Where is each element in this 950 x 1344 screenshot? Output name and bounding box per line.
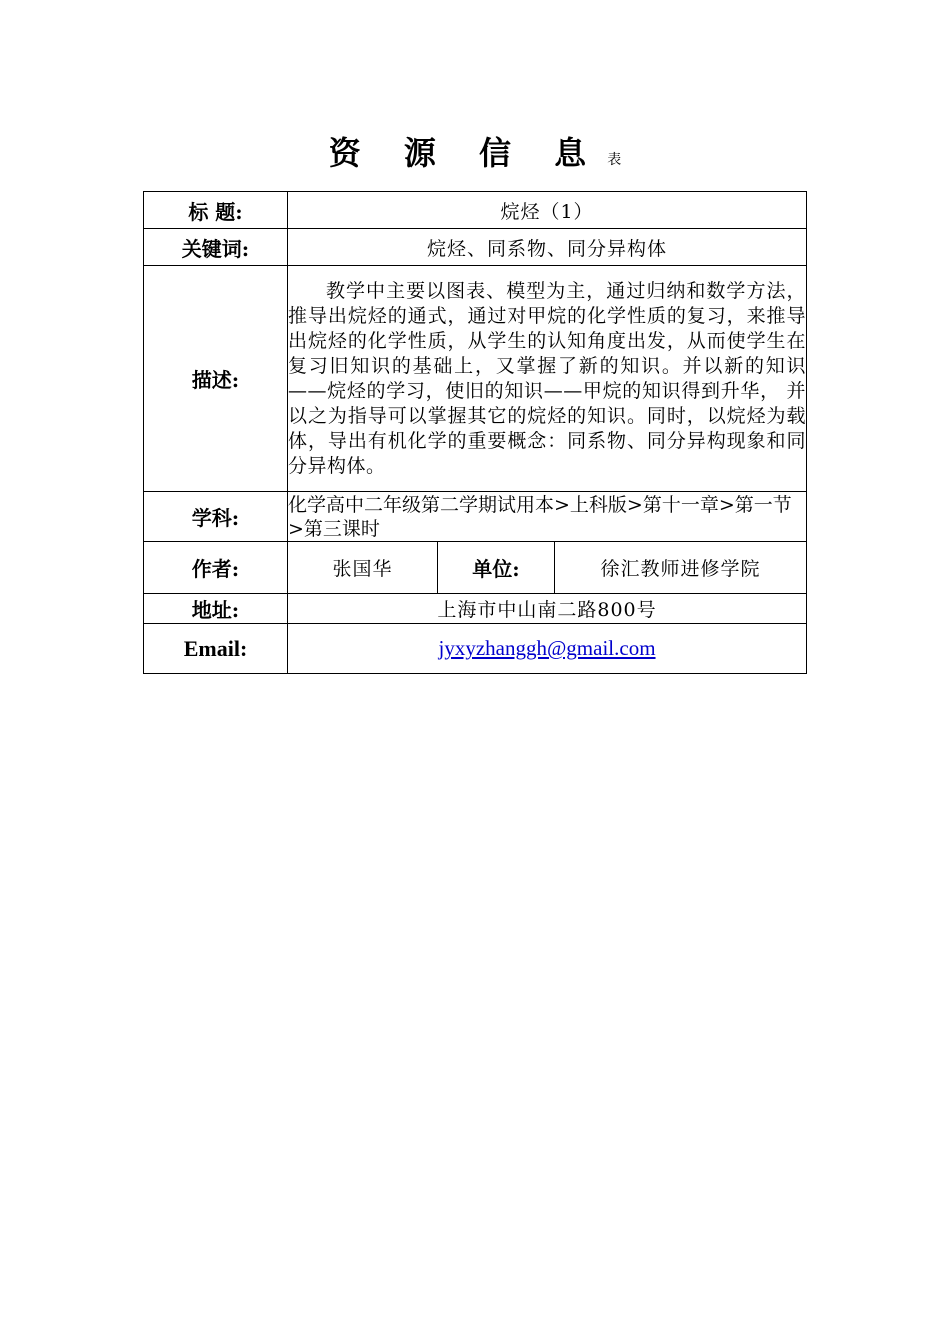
author-value: 张国华 xyxy=(288,542,438,594)
description-value: 教学中主要以图表、模型为主，通过归纳和数学方法，推导出烷烃的通式，通过对甲烷的化学性质的复习，来推导出烷烃的化学性质，从学生的认知角度出发，从而使学生在复习旧知识的基础上，又掌握了新的知识。并以新的知识——烷烃的学习，使旧的知识——甲烷的知识得到升华， 并以之为指导可以掌握其它的烷烃的知识。同时，以烷烃为载体，导出有机化学的重要概念：同系物、同分异构现象和同分异构体。 xyxy=(288,266,807,492)
keywords-label: 关键词: xyxy=(144,229,288,266)
page-title xyxy=(0,128,950,174)
author-row xyxy=(144,542,807,594)
title-row xyxy=(144,192,807,229)
description-row xyxy=(144,266,807,492)
page-title-main: 资 源 信 息 xyxy=(328,134,603,172)
author-label: 作者: xyxy=(144,542,288,594)
subject-label: 学科: xyxy=(144,492,288,542)
email-label: Email: xyxy=(144,624,288,674)
unit-label: 单位: xyxy=(438,542,555,594)
keywords-row xyxy=(144,229,807,266)
address-value: 上海市中山南二路800号 xyxy=(288,594,807,624)
email-cell xyxy=(288,624,807,674)
page-title-suffix: 表 xyxy=(607,152,622,168)
email-row xyxy=(144,624,807,674)
address-label: 地址: xyxy=(144,594,288,624)
keywords-value: 烷烃、同系物、同分异构体 xyxy=(288,229,807,266)
unit-value: 徐汇教师进修学院 xyxy=(555,542,807,594)
email-link[interactable]: jyxyzhanggh@gmail.com xyxy=(438,636,656,660)
subject-row xyxy=(144,492,807,542)
title-label: 标 题: xyxy=(144,192,288,229)
description-label: 描述: xyxy=(144,266,288,492)
resource-info-table xyxy=(143,191,807,674)
title-value: 烷烃（1） xyxy=(288,192,807,229)
address-row xyxy=(144,594,807,624)
subject-value: 化学高中二年级第二学期试用本>上科版>第十一章>第一节>第三课时 xyxy=(288,492,807,542)
